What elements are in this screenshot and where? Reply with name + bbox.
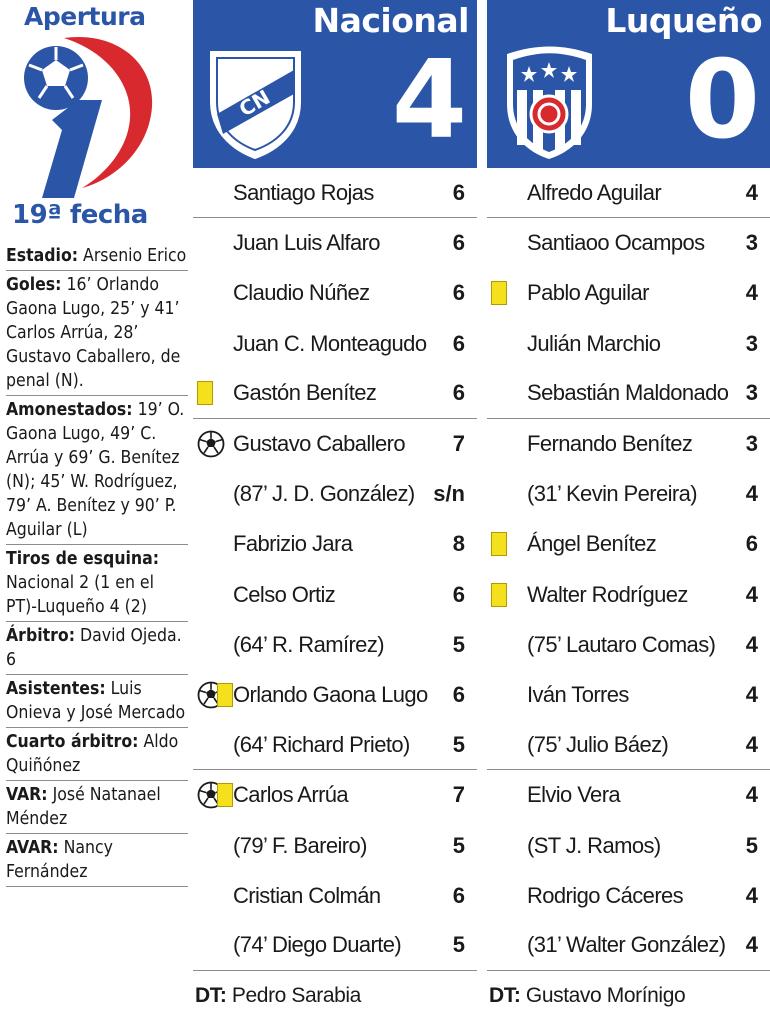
player-row [193, 369, 477, 419]
player-row [487, 921, 770, 971]
match-info-item [6, 396, 188, 545]
player-rating: 4 [745, 932, 758, 958]
match-info-text: 16’ Orlando Gaona Lugo, 25’ y 41’ Carlos Arrúa, 28’ Gustavo Caballero, de penal (N). [6, 275, 181, 391]
away-coach-name: Gustavo Morínigo [520, 984, 686, 1007]
away-score: 0 [684, 38, 760, 163]
player-name: (87’ J. D. González) [233, 481, 415, 507]
player-icons [491, 519, 507, 569]
luqueno-crest-icon [497, 42, 602, 162]
player-icons [197, 670, 233, 720]
match-info-label: Asistentes: [6, 679, 106, 699]
match-info-item [6, 781, 188, 834]
player-name: (75’ Julio Báez) [527, 731, 669, 757]
player-row [487, 820, 770, 870]
yellow-card-icon [491, 583, 507, 607]
goal-ball-icon [197, 430, 225, 458]
player-name: Rodrigo Cáceres [527, 882, 684, 908]
match-info-label: Tiros de esquina: [6, 549, 160, 569]
player-rating: 5 [452, 631, 465, 657]
player-rating: 3 [745, 230, 758, 256]
player-name: Fabrizio Jara [233, 531, 353, 557]
match-info-label: Amonestados: [6, 400, 133, 420]
match-info-item [6, 675, 188, 728]
player-rating: 6 [452, 882, 465, 908]
player-row [487, 620, 770, 670]
player-row [193, 720, 477, 770]
player-row [487, 670, 770, 720]
home-coach [195, 984, 361, 1008]
player-row [193, 570, 477, 620]
player-rating: 5 [452, 731, 465, 757]
player-name: Santiaoo Ocampos [527, 230, 705, 256]
match-info-text: Nancy Fernández [6, 838, 113, 882]
player-rating: 6 [452, 330, 465, 356]
player-row [487, 871, 770, 921]
match-info-item [6, 622, 188, 675]
player-rating: 4 [745, 481, 758, 507]
match-info-label: AVAR: [6, 838, 59, 858]
match-info-column [0, 0, 190, 1021]
player-rating: 6 [452, 581, 465, 607]
player-icons [197, 369, 213, 418]
player-icons [491, 570, 507, 620]
player-name: (64’ R. Ramírez) [233, 631, 384, 657]
player-rating: 3 [745, 380, 758, 406]
home-coach-label: DT: [195, 984, 227, 1007]
yellow-card-icon [197, 381, 213, 405]
player-row [487, 419, 770, 469]
player-name: Sebastián Maldonado [527, 380, 729, 406]
away-team-name: Luqueño [605, 1, 762, 40]
player-row [487, 168, 770, 218]
away-lineup [487, 168, 770, 971]
player-name: (74’ Diego Duarte) [233, 932, 402, 958]
player-row [487, 770, 770, 820]
yellow-card-icon [217, 783, 233, 807]
match-info-item [6, 545, 188, 622]
match-info-label: VAR: [6, 785, 48, 805]
yellow-card-icon [491, 281, 507, 305]
player-name: Pablo Aguilar [527, 280, 649, 306]
player-rating: 3 [745, 431, 758, 457]
player-row [487, 319, 770, 369]
player-rating: 7 [452, 782, 465, 808]
player-name: (31’ Kevin Pereira) [527, 481, 697, 507]
player-row [193, 469, 477, 519]
player-rating: 6 [452, 681, 465, 707]
match-info-text: Aldo Quiñónez [6, 732, 179, 776]
player-row [193, 519, 477, 569]
player-name: Orlando Gaona Lugo [233, 681, 428, 707]
match-info-text: Nacional 2 (1 en el PT)-Luqueño 4 (2) [6, 573, 154, 617]
match-info-text: 19’ O. Gaona Lugo, 49’ C. Arrúa y 69’ G. Benítez (N); 45’ W. Rodríguez, 79’ A. Benítez y 90’ P. Aguilar (L) [6, 400, 185, 540]
tournament-title: Apertura [24, 2, 146, 31]
player-row [193, 319, 477, 369]
player-name: Julián Marchio [527, 330, 661, 356]
player-row [487, 218, 770, 268]
match-info-text: José Natanael Méndez [6, 785, 161, 829]
player-rating: s/n [433, 481, 465, 507]
yellow-card-icon [491, 532, 507, 556]
player-name: Celso Ortiz [233, 581, 336, 607]
player-name: Juan Luis Alfaro [233, 230, 380, 256]
player-name: (75’ Lautaro Comas) [527, 631, 716, 657]
crest-text: CN [234, 84, 275, 122]
player-row [193, 871, 477, 921]
match-info-item [6, 271, 188, 396]
player-name: Ángel Benítez [527, 531, 657, 557]
player-rating: 7 [452, 431, 465, 457]
apertura-logo-icon [12, 30, 172, 200]
player-name: Carlos Arrúa [233, 782, 349, 808]
player-row [487, 268, 770, 318]
match-info-text: Arsenio Erico [78, 246, 187, 266]
player-name: Alfredo Aguilar [527, 179, 662, 205]
player-row [193, 268, 477, 318]
player-rating: 6 [452, 179, 465, 205]
match-info-label: Estadio: [6, 246, 79, 266]
away-coach-label: DT: [489, 984, 521, 1007]
match-info-item [6, 242, 188, 271]
player-row [487, 720, 770, 770]
home-team-column [193, 0, 477, 1007]
player-rating: 3 [745, 330, 758, 356]
player-row [193, 670, 477, 720]
player-name: (ST J. Ramos) [527, 832, 661, 858]
player-row [487, 469, 770, 519]
player-name: (31’ Walter González) [527, 932, 726, 958]
player-name: Claudio Núñez [233, 280, 370, 306]
player-rating: 4 [745, 179, 758, 205]
player-row [193, 419, 477, 469]
player-row [193, 218, 477, 268]
player-row [193, 168, 477, 218]
player-name: Cristian Colmán [233, 882, 381, 908]
player-row [193, 820, 477, 870]
player-row [487, 369, 770, 419]
home-score: 4 [391, 38, 467, 163]
player-row [193, 620, 477, 670]
player-rating: 6 [452, 280, 465, 306]
match-info-label: Árbitro: [6, 626, 76, 646]
player-rating: 4 [745, 681, 758, 707]
player-rating: 6 [745, 531, 758, 557]
player-name: Juan C. Monteagudo [233, 330, 427, 356]
home-team-name: Nacional [312, 1, 469, 40]
player-name: Elvio Vera [527, 782, 621, 808]
player-icons [197, 419, 225, 469]
player-row [487, 519, 770, 569]
player-name: Santiago Rojas [233, 179, 374, 205]
home-coach-name: Pedro Sarabia [226, 984, 361, 1007]
home-team-header [193, 0, 477, 168]
player-name: Walter Rodríguez [527, 581, 688, 607]
nacional-crest-icon [203, 42, 308, 162]
player-rating: 4 [745, 280, 758, 306]
away-coach [489, 984, 685, 1008]
player-rating: 5 [452, 932, 465, 958]
player-rating: 6 [452, 230, 465, 256]
player-rating: 5 [452, 832, 465, 858]
player-rating: 4 [745, 631, 758, 657]
player-name: Gastón Benítez [233, 380, 377, 406]
player-name: Iván Torres [527, 681, 629, 707]
home-lineup [193, 168, 477, 971]
player-icons [491, 268, 507, 318]
match-info-text: Luis Onieva y José Mercado [6, 679, 186, 723]
player-row [487, 570, 770, 620]
player-row [193, 921, 477, 971]
player-icons [197, 770, 233, 820]
match-info-label: Goles: [6, 275, 62, 295]
player-row [193, 770, 477, 820]
player-rating: 4 [745, 581, 758, 607]
matchday-label: 19ª fecha [12, 200, 148, 230]
away-team-column [487, 0, 770, 1007]
match-info-label: Cuarto árbitro: [6, 732, 139, 752]
player-rating: 8 [452, 531, 465, 557]
match-info-text: David Ojeda. 6 [6, 626, 182, 670]
player-name: (79’ F. Bareiro) [233, 832, 367, 858]
player-rating: 4 [745, 782, 758, 808]
yellow-card-icon [217, 683, 233, 707]
match-info-item [6, 834, 188, 887]
player-rating: 4 [745, 731, 758, 757]
away-team-header [487, 0, 770, 168]
player-name: Fernando Benítez [527, 431, 693, 457]
player-rating: 4 [745, 882, 758, 908]
player-name: Gustavo Caballero [233, 431, 406, 457]
player-name: (64’ Richard Prieto) [233, 731, 410, 757]
match-info-item [6, 728, 188, 781]
match-details-list [6, 242, 188, 887]
player-rating: 6 [452, 380, 465, 406]
player-rating: 5 [745, 832, 758, 858]
